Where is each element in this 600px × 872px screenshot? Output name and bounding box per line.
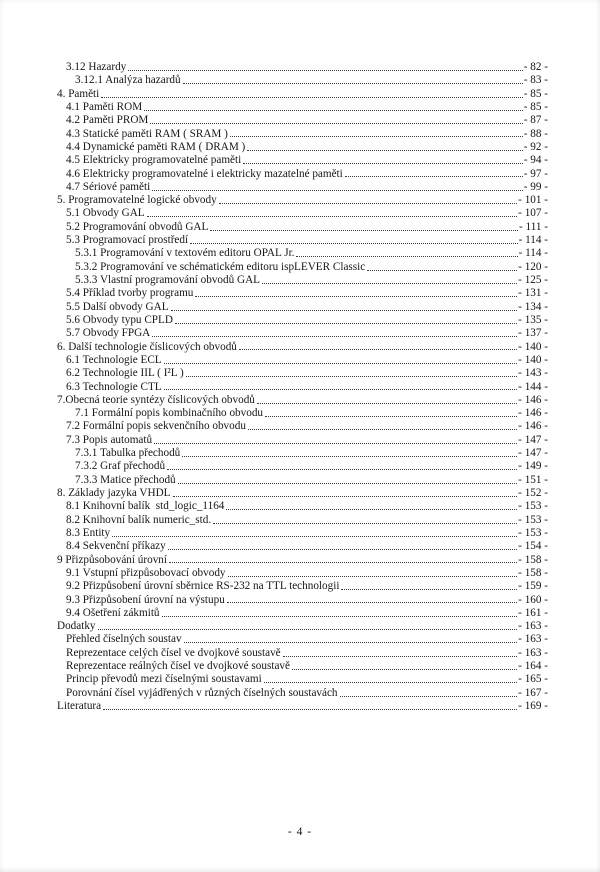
toc-leader-dots [264, 682, 517, 683]
toc-leader-dots [168, 549, 517, 550]
toc-entry-page: - 85 - [523, 87, 548, 100]
toc-entry-page: - 146 - [518, 420, 548, 433]
toc-entry-title: 9.3 Přizpůsobení úrovní na výstupu [66, 593, 225, 606]
toc-leader-dots [283, 656, 518, 657]
toc-leader-dots [152, 336, 517, 337]
toc-leader-dots [230, 136, 523, 137]
toc-entry-title: Dodatky [57, 620, 96, 633]
toc-entry [57, 194, 548, 207]
toc-entry-title: 7.1 Formální popis kombinačního obvodu [75, 407, 264, 420]
toc-entry-title: 5. Programovatelné logické obvody [57, 194, 217, 207]
toc-leader-dots [265, 416, 517, 417]
toc-entry [57, 101, 548, 114]
toc-entry [57, 367, 548, 380]
toc-entry-title: 8.2 Knihovní balík numeric_std. [66, 513, 212, 526]
toc-entry [57, 341, 548, 354]
toc-entry-page: - 87 - [523, 114, 548, 127]
toc-entry-page: - 151 - [518, 473, 548, 486]
toc-leader-dots [186, 376, 517, 377]
toc-entry-page: - 107 - [518, 207, 548, 220]
toc-entry [57, 168, 548, 181]
toc-entry [57, 181, 548, 194]
toc-entry-page: - 94 - [523, 154, 548, 167]
toc-entry-page: - 146 - [518, 393, 548, 406]
toc-entry [57, 567, 548, 580]
page-number-footer: - 4 - [287, 826, 313, 838]
toc-entry [57, 114, 548, 127]
toc-leader-dots [227, 602, 517, 603]
toc-entry-page: - 147 - [518, 447, 548, 460]
toc-entry-page: - 99 - [523, 180, 548, 193]
toc-entry-page: - 147 - [518, 433, 548, 446]
toc-entry [57, 447, 548, 460]
toc-entry-title: 7.3.2 Graf přechodů [75, 460, 166, 473]
toc-entry-title: 4.1 Paměti ROM [66, 100, 143, 113]
toc-leader-dots [175, 323, 517, 324]
toc-entry-page: - 158 - [518, 553, 548, 566]
toc-entry-page: - 144 - [518, 380, 548, 393]
toc-entry-page: - 140 - [518, 353, 548, 366]
toc-leader-dots [162, 616, 518, 617]
toc-entry-page: - 161 - [518, 606, 548, 619]
toc-leader-dots [292, 669, 517, 670]
toc-entry-page: - 137 - [518, 327, 548, 340]
toc-entry-title: 3.12.1 Analýza hazardů [75, 74, 181, 87]
toc-entry [57, 554, 548, 567]
toc-leader-dots [164, 363, 518, 364]
toc-entry-page: - 88 - [523, 127, 548, 140]
toc-leader-dots [169, 562, 517, 563]
toc-entry-page: - 125 - [518, 274, 548, 286]
toc-entry-title: Přehled číselných soustav [66, 633, 182, 646]
toc-entry-title: 5.5 Další obvody GAL [66, 300, 169, 313]
toc-entry-title: 5.2 Programování obvodů GAL [66, 220, 209, 233]
toc-entry-title: 5.6 Obvody typu CPLD [66, 313, 173, 326]
toc-entry [57, 207, 548, 220]
toc-entry-title: 5.7 Obvody FPGA [66, 327, 151, 340]
toc-leader-dots [144, 110, 523, 111]
toc-entry [57, 580, 548, 593]
toc-entry [57, 141, 548, 154]
toc-entry [57, 594, 548, 607]
toc-entry-title: 8. Základy jazyka VHDL [57, 487, 171, 499]
toc-entry-title: 9.4 Ošetření zákmitů [66, 606, 160, 619]
toc-leader-dots [147, 216, 518, 217]
toc-leader-dots [154, 443, 517, 444]
toc-leader-dots [101, 97, 523, 98]
toc-entry [57, 607, 548, 620]
toc-leader-dots [178, 483, 518, 484]
toc-entry [57, 460, 548, 473]
toc-entry [57, 514, 548, 527]
toc-entry [57, 234, 548, 247]
toc-entry-title: 5.1 Obvody GAL [66, 207, 145, 220]
toc-entry-title: Reprezentace celých čísel ve dvojkové soustavě [66, 646, 281, 659]
toc-entry-title: 4.6 Elektricky programovatelné i elektricky mazatelné paměti [66, 167, 343, 180]
toc-entry-page: - 153 - [518, 513, 548, 526]
toc-entry [57, 633, 548, 646]
toc-entry-title: 6.1 Technologie ECL [66, 353, 162, 366]
toc-entry-title: 7.2 Formální popis sekvenčního obvodu [66, 420, 246, 433]
toc-entry-title: 4.3 Statické paměti RAM ( SRAM ) [66, 127, 228, 140]
toc-entry-page: - 164 - [518, 660, 548, 673]
toc-entry-title: 5.3.3 Vlastní programování obvodů GAL [75, 274, 260, 286]
toc-entry [57, 221, 548, 234]
toc-entry-page: - 163 - [518, 646, 548, 659]
toc-entry-title: 4. Paměti [57, 87, 100, 100]
toc-entry-title: 7.Obecná teorie syntézy číslicových obvodů [57, 393, 255, 406]
toc-leader-dots [243, 163, 523, 164]
toc-leader-dots [190, 243, 517, 244]
toc-leader-dots [257, 403, 517, 404]
toc-entry-page: - 167 - [518, 686, 548, 699]
toc-entry-page: - 85 - [523, 100, 548, 113]
toc-entry-page: - 149 - [518, 460, 548, 473]
toc-entry [57, 420, 548, 433]
toc-leader-dots [184, 642, 518, 643]
toc-entry [57, 354, 548, 367]
toc-entry [57, 61, 548, 74]
toc-entry-title: 5.3.2 Programování ve schématickém editoru ispLEVER Classic [75, 260, 366, 273]
toc-leader-dots [247, 150, 522, 151]
toc-entry [57, 700, 548, 713]
toc-leader-dots [182, 456, 517, 457]
toc-entry-title: Reprezentace reálných čísel ve dvojkové soustavě [66, 660, 290, 673]
toc-entry [57, 647, 548, 660]
toc-entry-page: - 160 - [518, 593, 548, 606]
toc-entry-title: 4.7 Sériové paměti [66, 180, 151, 193]
toc-leader-dots [226, 509, 517, 510]
toc-entry [57, 434, 548, 447]
toc-entry-title: 7.3 Popis automatů [66, 433, 153, 446]
toc-leader-dots [296, 256, 517, 257]
toc-leader-dots [367, 270, 517, 271]
toc-entry-title: 8.4 Sekvenční příkazy [66, 540, 166, 553]
toc-entry-title: Porovnání čísel vyjádřených v různých číselných soustavách [66, 686, 338, 699]
toc-entry-title: 7.3.1 Tabulka přechodů [75, 447, 181, 460]
toc-entry-page: - 140 - [518, 340, 548, 353]
toc-entry-title: 5.3 Programovací prostředí [66, 234, 189, 247]
toc-leader-dots [167, 469, 517, 470]
toc-entry [57, 620, 548, 633]
toc-entry-title: 8.3 Entity [66, 526, 111, 539]
toc-leader-dots [171, 310, 518, 311]
toc-entry [57, 687, 548, 700]
toc-entry [57, 327, 548, 340]
toc-entry-page: - 135 - [518, 313, 548, 326]
toc-leader-dots [228, 576, 518, 577]
toc-entry-page: - 169 - [518, 700, 548, 712]
toc-entry-page: - 114 - [518, 247, 548, 260]
toc-entry-title: 6. Další technologie číslicových obvodů [57, 340, 237, 353]
toc-entry-title: Literatura [57, 700, 102, 712]
toc-entry-page: - 154 - [518, 540, 548, 553]
toc-entry-page: - 111 - [519, 220, 548, 233]
toc-leader-dots [213, 523, 517, 524]
toc-leader-dots [183, 83, 523, 84]
toc-entry-page: - 143 - [518, 367, 548, 380]
toc-entry-page: - 120 - [518, 260, 548, 273]
toc-entry-page: - 101 - [518, 194, 548, 207]
toc-leader-dots [128, 70, 523, 71]
toc-entry [57, 74, 548, 87]
toc-leader-dots [98, 629, 518, 630]
toc-entry-page: - 163 - [518, 620, 548, 633]
toc-entry-page: - 163 - [518, 633, 548, 646]
toc-entry [57, 500, 548, 513]
toc-entry-title: 9.2 Přizpůsobení úrovní sběrnice RS-232 na TTL technologii [66, 580, 340, 593]
toc-leader-dots [248, 429, 517, 430]
toc-entry-page: - 153 - [518, 500, 548, 513]
toc-entry [57, 247, 548, 260]
toc-entry [57, 474, 548, 487]
toc-entry-title: 9 Přizpůsobování úrovní [57, 553, 168, 566]
toc-entry [57, 261, 548, 274]
toc-entry [57, 381, 548, 394]
toc-entry-title: 5.4 Příklad tvorby programu [66, 287, 194, 300]
toc-entry-page: - 146 - [518, 407, 548, 420]
toc-entry-page: - 158 - [518, 566, 548, 579]
toc-entry-page: - 92 - [523, 140, 548, 153]
toc-entry [57, 154, 548, 167]
toc-entry [57, 394, 548, 407]
toc-entry [57, 301, 548, 314]
toc-entry-title: 7.3.3 Matice přechodů [75, 473, 176, 486]
toc-leader-dots [112, 536, 517, 537]
toc-entry-title: 4.2 Paměti PROM [66, 114, 149, 127]
toc-entry-title: 8.1 Knihovní balík std_logic_1164 [66, 500, 225, 513]
toc-leader-dots [341, 589, 517, 590]
toc-entry [57, 314, 548, 327]
toc-entry-title: Princip převodů mezi číselnými soustavami [66, 673, 262, 686]
toc-entry-title: 6.2 Technologie IIL ( I²L ) [66, 367, 184, 380]
toc-entry [57, 274, 548, 287]
toc-leader-dots [150, 123, 522, 124]
toc-entry [57, 673, 548, 686]
toc-entry-page: - 82 - [523, 61, 548, 73]
toc-entry [57, 487, 548, 500]
toc-leader-dots [152, 190, 523, 191]
toc-entry [57, 527, 548, 540]
toc-entry-page: - 83 - [523, 74, 548, 87]
toc-leader-dots [173, 496, 518, 497]
toc-entry-page: - 131 - [518, 287, 548, 300]
toc-entry-title: 5.3.1 Programování v textovém editoru OPAL Jr. [75, 247, 295, 260]
toc-leader-dots [195, 296, 517, 297]
toc-entry [57, 88, 548, 101]
toc-leader-dots [210, 230, 518, 231]
toc-entry [57, 540, 548, 553]
toc-entry-page: - 114 - [518, 234, 548, 247]
toc-entry-page: - 159 - [518, 580, 548, 593]
toc-leader-dots [340, 696, 518, 697]
toc-entry-page: - 134 - [518, 300, 548, 313]
toc-entry [57, 287, 548, 300]
toc-leader-dots [345, 176, 523, 177]
toc-entry-page: - 152 - [518, 487, 548, 499]
toc-entry [57, 128, 548, 141]
toc-entry [57, 660, 548, 673]
toc-entry-page: - 153 - [518, 526, 548, 539]
toc-leader-dots [103, 709, 517, 710]
toc-leader-dots [219, 203, 517, 204]
toc-entry [57, 407, 548, 420]
toc-leader-dots [262, 283, 517, 284]
toc-entry-title: 4.5 Elektricky programovatelné paměti [66, 154, 242, 167]
toc-entry-title: 4.4 Dynamické paměti RAM ( DRAM ) [66, 140, 246, 153]
toc-entry-title: 3.12 Hazardy [66, 61, 127, 73]
toc-entry-title: 9.1 Vstupní přizpůsobovací obvody [66, 566, 226, 579]
toc-entry-page: - 97 - [523, 167, 548, 180]
table-of-contents [57, 61, 548, 713]
toc-entry-title: 6.3 Technologie CTL [66, 380, 162, 393]
toc-leader-dots [164, 389, 518, 390]
toc-leader-dots [239, 349, 517, 350]
toc-entry-page: - 165 - [518, 673, 548, 686]
